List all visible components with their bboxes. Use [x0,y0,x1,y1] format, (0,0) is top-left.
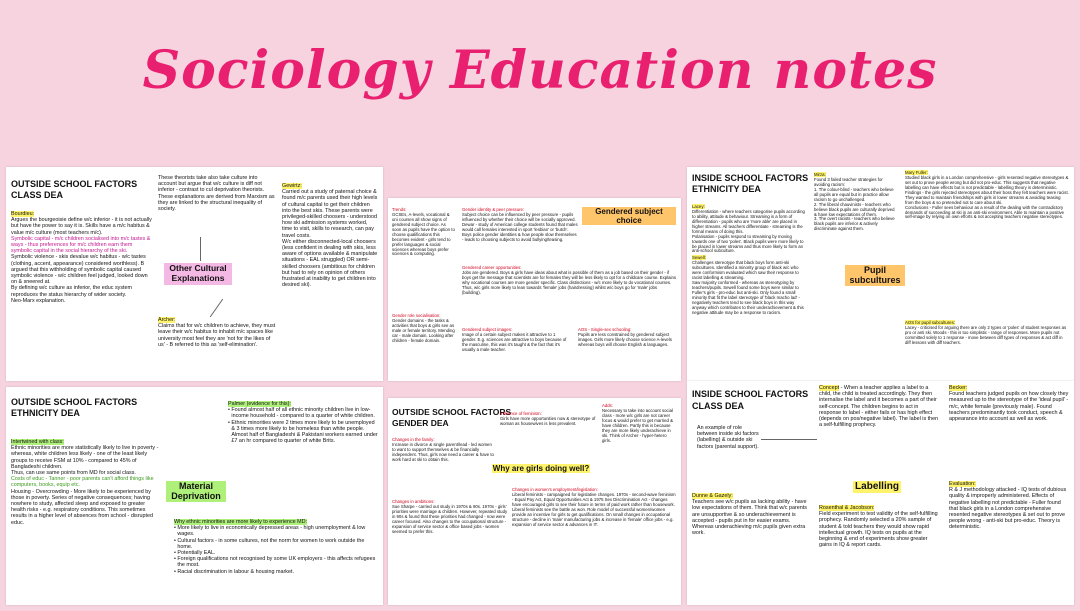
sewell-text: Challenges stereotype that black boys form anti-ski subcultures. Identified a minority group of black w/c who were conformism evaluated which saw their response to racist labelling & streaming. [692,260,799,281]
fuller-text-3: Conclusions - Fuller sees behaviour as a result of the dealing with the contradictory demands of succeeding at ski in an anti-ski environment. Able to maintain a positive self-image by relying on own efforts & not accepting teachers negative stereotypes. [905,204,1065,220]
bullet-icon: • [174,550,178,557]
bourdieu-text: Argues the bourgeoisie define w/c inferior - it is not actually but have the power to say it is. Skills have a m/c habitus & value m/c culture (most teachers m/c). [11,217,152,236]
family-text: Increase in divorce & single parent/lead - led women to want to support themselves & be financially independent. Thus, girls now need a career & have to work hard at ski to obtain this. [392,441,494,462]
rosenthal-text: Field experiment to test validity of the self-fulfilling prophecy. Randomly selected a 20% sample of student & told teachers they would show rapid intellectual growth. IQ tests on pupils at the beginning & end of experiments show greater gains in IQ & report cards. [819,511,938,549]
fuller-label: Mary Fuller: [905,170,928,175]
lacey-label: Lacey: [692,204,705,209]
bubble-material-deprivation: Material Deprivation [166,481,226,502]
bubble-pupil-subcultures: Pupil subcultures [845,265,905,286]
gewirtz-text-2: W/c either disconnected-local choosers (less confident in dealing with skis, less aware of options available & manipulate situations - EAL struggled) OR semi-skilled choosers (ambitious for children but had to rely on opinion of others frustrated at inability to get children into desired ski). [282,238,378,289]
defining-text: By defining w/c culture as inferior, the educ system reproduces the status hierarchy of wider society. [11,285,133,298]
why-point-1: More likely to live in economically depressed areas - high unemployment & low wages. [177,525,366,538]
card-heading-1: INSIDE SCHOOL FACTORS [692,173,809,183]
why-point-2: Cultural factors - in some cultures, not the norm for women to work outside the home. [177,537,365,550]
bourdieu-label: Bourdieu: [11,211,35,217]
adds-label: Adds: [602,403,613,408]
palmer-point-2: Ethnic minorities were 2 times more likely to be unemployed & 3 times more likely to be homeless than white people. Almost half of Bangladeshi & Pakistani workers earned under £7 an hr compared to quarter of white Brits. [231,419,378,445]
card-heading-1: OUTSIDE SCHOOL FACTORS [392,407,512,417]
bullet-icon: • [174,525,178,532]
mirza-text: Found 3 failed teacher strategies for avoiding racism: [814,176,883,187]
woods-label: AOS for pupil subcultures: [905,320,955,325]
bubble-girls-doing-well: Why are girls doing well? [492,464,590,473]
gewirtz-label: Gewirtz: [282,183,302,189]
card-inside-ethnicity [687,167,1074,381]
mirza-label: Mirza: [814,172,826,177]
card-outside-class [6,167,383,381]
archer-label: Archer: [158,317,176,323]
bubble-gendered-subject: Gendered subject choice [582,207,676,225]
single-sex-text: Pupils are less constrained by gendered subject images. Girls more likely choose science A-levels whereas boys will choose English & languages. [578,331,672,347]
lacey-text-2: Polarisation - pupils respond to streaming by moving towards one of two 'poles'. Black pupils were more likely to be placed in lower streams and thus more likely to form an anti-school subculture. [692,233,804,254]
ambitions-label: Changes in ambitions: [392,499,435,504]
family-label: Changes in the family: [392,437,435,442]
feminism-label: Influence of feminism: [500,411,542,416]
evaluation-text: R & J methodology attacked - IQ tests of dubious quality & improperly administered. Effects of negative labelling not predictable - Fuller found that black girls in a London comprehensive resented negative stereotypes & set out to prove people wrong - anti-ski but pro-educ. Theory is deterministic. [949,487,1067,531]
bubble-other-cultural: Other Cultural Explanations [164,263,232,285]
employment-label: Changes in women's employment/legislation: [512,487,598,492]
images-label: Gendered subject images: [462,327,513,332]
intertwined-text-2: Thus, can use same points from MD for social class. [11,470,136,477]
images-text: Image of a certain subject makes it attractive to 1 gender. E.g. sciences are attractive to boys because of the masculine, this was it's taught & the fact that it's usually a male teacher. [462,331,567,352]
symbolic-violence-text: Symbolic violence - skis devalue w/c habitus - w/c tastes (clothing, accent, appearance) considered worthless). B argued that this withholding of symbolic capital caused symbolic violence - w/c children feel judged, looked down on & sneered at. [11,254,148,286]
palmer-label: Palmer (evidence for this): [228,401,291,407]
bullet-icon: • [174,568,178,575]
card-heading-1: OUTSIDE SCHOOL FACTORS [11,179,138,189]
lacey-text: Differentiation - where teachers categorise pupils according to ability, attitude & behaviour. Streaming is a form of differentiation - pupils who are 'more able' are placed in higher streams. All teachers differentiate - streaming is the formal means of doing this. [692,208,805,234]
concept-label: Concept [819,385,840,391]
careers-label: Gendered career opportunities: [462,265,522,270]
woods-text: Lacey - criticised for arguing there are only 2 types or 'poles' of student responses as pro or anti ski. Woods - this is too simplistic - range of responses. More pupils not committed solely to 1 response - move between diff types of responses & act diff in diff lessons with diff teachers. [905,324,1067,345]
sewell-text-2: Saw majority conformed - whereas as stereotyping by teachers/pupils. Sewell found some boys were similar to Fuller's girls - pro-educ but anti-ski. Only found a small minority that fit the label stereotype of 'black macho lad' - negatively teachers tend to see black boys in this way anyway which contributes to their underachievement & this negative attitude may be a response to racism. [692,280,804,315]
card-inside-class [687,381,1074,605]
why-point-3: Potentially EAL. [177,550,216,557]
sewell-label: Sewell: [692,255,706,261]
fuller-text: Studied black girls in a London comprehensive - girls resented negative stereotypes & set out to prove people wrong but did not pro-educ. This suggests that negative labelling can have effects but is not predictable - labelling theory is deterministic. [905,174,1069,190]
feminism-text: Girls have more opportunities now & stereotype of woman as housewives is less prevalent. [500,415,596,426]
trends-text: GCSEs, A-levels, vocational & uni courses all show signs of gendered subject choice. As soon as pupils have the option to choose qualifications this becomes evident - girls tend to prefer languages & social sciences whereas boys prefer sciences & computing. [392,211,455,257]
palmer-point-1: Found almost half of all ethnic minority children live in low-income household - compared to a quarter of white children. [231,407,375,420]
fuller-text-2: Findings - the girls rejected stereotypes about their boss they felt teachers were racist. They wanted to maintain friendships with girls in lower streams & avoiding teasing from the boys & so pretended not to care about ski. [905,189,1069,205]
page-title: Sociology Education notes [142,40,938,101]
card-heading-2: CLASS DEA [692,401,745,411]
symbolic-capital-text: Symbolic capital - m/c children socialised into m/c tastes & ways - thus preferences for m/c children earn them symbolic capital in the social hierarchy of the ski. [11,235,151,255]
mirza-strategy-3: 3. The overt racists - teachers who believe black pupils are inferior & actively discriminate against them. [814,216,895,232]
marxism-text: These explanations are derived from Marxism as they are linked to the structural inequality of society. [158,193,275,213]
gewirtz-text: Carried out a study of paternal choice & found m/c parents used their high levels of cultural capital to get their children into the best skis. These parents were privileged-skilled choosers - understood how ski admission systems worked, time to visit, skills to research, can pay travel costs. [282,189,378,239]
theorists-text: These theorists take also take culture into account but argue that w/c culture is diff not inferior - contrast to cul deprivation theorists. [158,175,265,194]
single-sex-label: AOS - Single-sex schooling: [578,327,632,332]
mirza-strategy-1: 1. The colour-blind - teachers who believe all pupils are equal but in practice allow racism to go unchallenged. [814,186,894,202]
becker-label: Becker: [949,385,968,391]
card-heading-1: INSIDE SCHOOL FACTORS [692,389,809,399]
card-heading-2: ETHNICITY DEA [692,184,761,194]
card-gendered-subject-choice [388,198,681,381]
card-heading-1: OUTSIDE SCHOOL FACTORS [11,397,138,407]
housing-text: Housing - Overcrowding - More likely to be experienced by those in poverty. Series of negative consequences; having nowhere to study, affected sleep and exposed to greater health risks - e.g. respiratory conditions. This sometimes results in a higher level of absences from school - disrupted educ. [11,488,154,526]
bullet-icon: • [228,419,232,426]
careers-text: Jobs are gendered. Boys & girls have ideas about what is possible of them as a job based on their gender - if boys get the message that scientists are for females they will be less likely to opt for a childcare course. Explains why vocational courses are more gender specific. Class distinctions - w/c more likely to do vocational courses. Thus, w/c girls more likely to lean towards 'female' jobs (hairdressing) whilst w/c boys go for 'male' jobs (building). [462,269,676,295]
costs-text: Costs of educ - Tanner - poor parents can't afford things like computers, books, equip etc. [11,476,154,489]
socialisation-text: Gender domains - the tasks & activities that boys & girls see as male or female territory. Mending car - male domain. Looking after children - female domain. [392,317,455,343]
ambitions-text: Sue Sharpe - carried out study in 1970s & 90s. 1970s - girls' priorities were marriage & children. However, repeated study in 90s & found that these priorities had changed - now were career focused. Also changes to the occupational structure - expansion of service sector & office based jobs - women seemed to prefer this. [392,503,508,534]
concept-text: - When a teacher applies a label to a child, the child is treated accordingly. They then internalise the label and it becomes a part of their self-concept. The children begins to act in response to label - either fails or has high effect (depends on pos/negative label). The label is then a self-fulfilling prophecy. [819,385,939,429]
bullet-icon: • [174,537,178,544]
rosenthal-label: Rosenthal & Jacobson: [819,505,875,511]
card-heading-2: ETHNICITY DEA [11,408,80,418]
dunne-text: Teachers see w/c pupils as lacking ability - have low expectations of them. Think that w/c parents are unsupportive & so underachievement is accepted - pupils put in for easier exams. Whereas underachieving m/c pupils given extra work. [692,499,807,537]
gender-identity-text: Subject choice can be influenced by peer pressure - pupils influenced by whether their choice will be socially approved. Dewar - study of American college students found that males would call females interested in sport 'lesbian' or 'butch'. Boys police gender identities & how people slow themselves - leads to choosing subjects to avoid bullying/teasing. [462,211,578,242]
adds-text: Necessary to take into account social class - more w/c girls are not career focus & would prefer to get married & have children. Partly this is because they are more likely underachieve in ski. Think of Archer - hyper-hetero girls. [602,407,673,443]
socialisation-label: Gender role socialisation: [392,313,441,318]
mirza-strategy-2: 2. The liberal chauvinists - teachers who believe black pupils are culturally deprived & have low expectations of them. [814,201,895,217]
intro-text: An example of role between inside ski factors (labelling) & outside ski factors (parental support). [697,425,759,450]
why-point-4: Foreign qualifications not recognised by some UK employers - this affects refugees the most. [177,556,376,569]
gender-identity-label: Gender identity & peer pressure: [462,207,525,212]
card-heading-2: CLASS DEA [11,190,64,200]
bubble-labelling: Labelling [853,481,901,493]
card-outside-ethnicity [6,387,383,605]
evaluation-label: Evaluation: [949,481,976,487]
archer-text: Claims that for w/c children to achieve, they must leave their w/c habitus to inhabit m/c spaces like university most feel they are 'not for the likes of us' - B referred to this as 'self-elimination'. [158,323,276,348]
bullet-icon: • [174,556,178,563]
why-point-5: Racial discrimination in labour & housing market. [177,568,294,575]
why-label: Why ethnic minorities are more likely to experience MD: [174,519,308,525]
intertwined-label: Intertwined with class: [11,439,64,445]
trends-label: Trends: [392,207,407,212]
intertwined-text: Ethnic minorities are more statistically likely to live in poverty - whereas, white children less likely - one of the least likely groups to receive FSM at 10% - compared to 45% of Bangladeshi children. [11,445,159,470]
dunne-label: Dunne & Gazely: [692,493,733,499]
becker-text: Found teachers judged pupils on how closely they measured up to the stereotype of the 'ideal pupil' - m/c, white female (previously male). Found teachers predominantly took conduct, speech & appearance into account as well as work. [949,391,1069,423]
card-outside-gender [388,398,681,605]
employment-text: Liberal feminists - campaigned for legislative changes. 1970s - second-wave feminism - Equal Pay Act, Equal Opportunities Act & 1975 Sex Discrimination Act - changes have encouraged girls to see their future in terms of paid work rather than housework. Liberal feminists see the battle as won. Role model of successful women/women provide an incentive for girls to get qualifications. On small changes in occupational structure - decline in 'male' manufacturing jobs & increase in 'female' office jobs - e.g. expansion of service sector & advances in IT. [512,491,676,527]
card-heading-2: GENDER DEA [392,418,449,428]
neo-marx-text: Neo-Marx explanation. [11,297,66,304]
bullet-icon: • [228,407,232,414]
